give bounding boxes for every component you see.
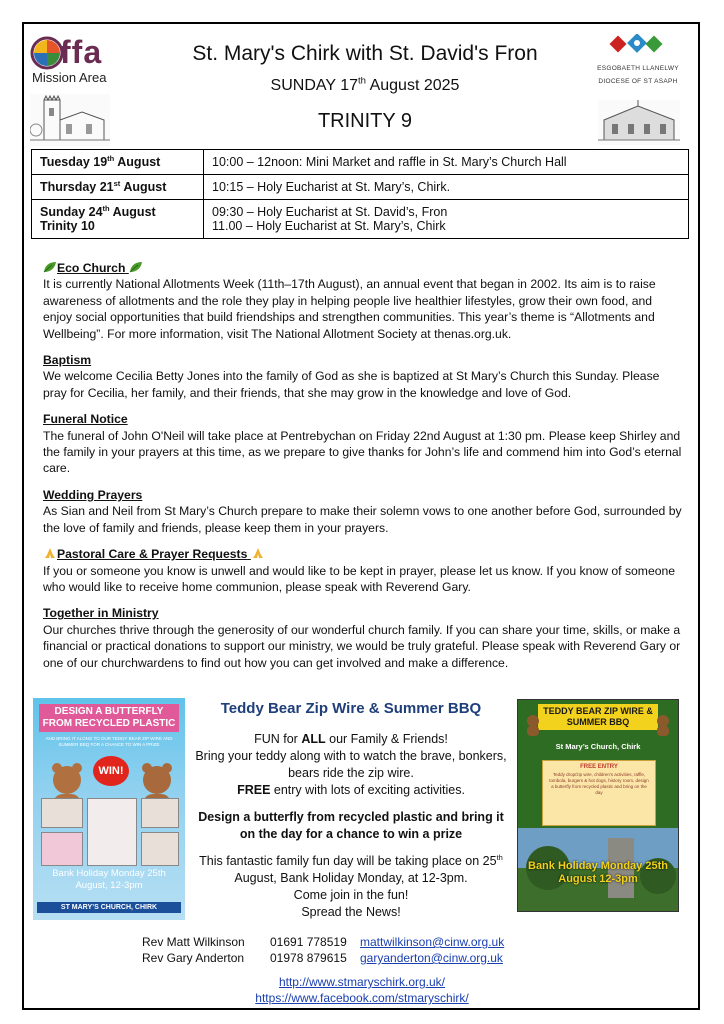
praying-hands-icon: [43, 547, 57, 559]
event-details: This fantastic family fun day will be taking place on 25th August, Bank Holiday Monday, at 12-3pm. Come join in the fun! Spread the News!: [199, 852, 503, 919]
poster-right-date: Bank Holiday Monday 25th August 12-3pm: [528, 860, 668, 885]
schedule-day: Thursday 21st August: [32, 175, 204, 200]
event-title: Teddy Bear Zip Wire & Summer BBQ: [220, 700, 482, 717]
liturgical-week: TRINITY 9: [317, 110, 413, 132]
schedule-table: [31, 149, 689, 239]
offa-logo-text: ffa: [60, 34, 103, 70]
section-heading: Wedding Prayers: [43, 487, 143, 502]
section-text: We welcome Cecilia Betty Jones into the family of God as she is baptized at St Mary’s Church this Sunday. Please pray for Cecilia, her family, and their friends, that she may grow in the knowledge and love of God.: [43, 369, 660, 400]
leaf-icon: [43, 261, 57, 273]
section-text: The funeral of John O'Neil will take place at Pentrebychan on Friday 22nd August at 1:30 pm. Please keep Shirley and the family in your prayers at this time, as we prepare to give thanks for John’s life and commend him into God’s eternal care.: [43, 428, 682, 476]
teddy-bear-icon: [654, 714, 672, 736]
schedule-events: [204, 150, 689, 175]
butterfly-competition-poster: [33, 698, 185, 920]
win-badge: WIN!: [93, 756, 129, 786]
st-davids-church-sketch: [598, 100, 680, 145]
poster-left-subtext: AND BRING IT ALONG TO OUR TEDDY BEAR ZIP WIRE AND SUMMER BBQ FOR A CHANCE TO WIN A PRIZE: [45, 736, 173, 747]
ticket-title: FREE ENTRY: [580, 764, 618, 770]
section-heading: Baptism: [43, 353, 92, 368]
diocese-emblem: [608, 34, 668, 60]
butterfly-competition-text: Design a butterfly from recycled plastic and bring it on the day for a chance to win a prize: [198, 810, 504, 841]
website-links: [0, 974, 724, 1006]
schedule-event: 09:30 – Holy Eucharist at St. David’s, Fron: [212, 205, 448, 219]
schedule-day-note: Trinity 10: [40, 219, 95, 233]
zip-wire-poster: [517, 699, 679, 912]
section-heading: Together in Ministry: [43, 606, 159, 621]
schedule-event: 11.00 – Holy Eucharist at St. Mary’s, Chirk: [212, 219, 446, 233]
contact-email-link[interactable]: mattwilkinson@cinw.org.uk: [360, 935, 505, 949]
butterfly-craft-images: [41, 798, 177, 866]
diocese-name-english: DIOCESE OF ST ASAPH: [598, 78, 678, 85]
contact-phone: 01978 879615: [270, 951, 347, 965]
facebook-link[interactable]: https://www.facebook.com/stmaryschirk/: [255, 991, 469, 1005]
section-text: If you or someone you know is unwell and would like to be kept in prayer, please let us know. If you know of someone who would like to receive home communion, please speak with Reverend Gary.: [43, 563, 676, 594]
diocese-name-welsh: ESGOBAETH LLANELWY: [597, 65, 679, 72]
schedule-events: [204, 200, 689, 239]
offa-logo-subtitle: Mission Area: [32, 70, 107, 85]
poster-left-venue: ST MARY’S CHURCH, CHIRK: [37, 902, 181, 913]
section-heading: Eco Church: [43, 260, 683, 276]
contact-name: Rev Matt Wilkinson: [142, 935, 245, 949]
free-entry-ticket: [542, 760, 656, 826]
clergy-contacts: [142, 934, 504, 966]
contact-name: Rev Gary Anderton: [142, 951, 245, 965]
poster-left-date: Bank Holiday Monday 25th August, 12-3pm: [52, 868, 166, 891]
schedule-day: Tuesday 19th August: [32, 150, 204, 175]
poster-left-headline: DESIGN A BUTTERFLY FROM RECYCLED PLASTIC: [39, 704, 179, 732]
section-heading: Pastoral Care & Prayer Requests: [43, 546, 683, 562]
ticket-text: Teddy drop/zip wire, children's activities, raffle, tombola, burgers & hot dogs, history room, design a butterfly from recycled plastic and bring on the day: [549, 772, 649, 795]
schedule-event: 10:15 – Holy Eucharist at St. Mary’s, Chirk.: [212, 180, 451, 194]
st-marys-church-sketch: [30, 94, 110, 146]
schedule-events: [204, 175, 689, 200]
service-date: SUNDAY 17th August 2025: [270, 75, 460, 94]
section-heading: Funeral Notice: [43, 412, 128, 427]
event-description: FUN for ALL our Family & Friends! Bring your teddy along with to watch the brave, bonkers, bears ride the zip wire. FREE entry with lots of exciting activities.: [195, 732, 507, 797]
schedule-row: [32, 150, 689, 175]
zip-wire-announcement: [192, 700, 510, 927]
poster-right-headline: TEDDY BEAR ZIP WIRE & SUMMER BBQ: [538, 704, 658, 730]
contact-row: [142, 934, 504, 950]
contact-row: [142, 950, 504, 966]
contact-email-link[interactable]: garyanderton@cinw.org.uk: [360, 951, 503, 965]
teddy-bear-icon: [524, 714, 542, 736]
leaf-icon: [129, 261, 143, 273]
poster-right-venue: St Mary’s Church, Chirk: [555, 742, 641, 751]
section-text: As Sian and Neil from St Mary’s Church prepare to make their solemn vows to one another before God, surrounded by the love of family and friends, please keep them in your prayers.: [43, 504, 682, 535]
section-text: It is currently National Allotments Week (11th–17th August), an annual event that began in 2002. Its aim is to raise awareness of allotments and the role they play in helping people live healthier lifestyles, grow their own food, and enjoy social opportunities that build friendships and strengthen communities. This year’s theme is “Allotments and Wellbeing”. For more information, visit The National Allotment Society at thenas.org.uk.: [43, 277, 656, 341]
schedule-row: [32, 200, 689, 239]
contact-phone: 01691 778519: [270, 935, 347, 949]
schedule-day: Sunday 24th August Trinity 10: [32, 200, 204, 239]
notices: [43, 260, 683, 681]
schedule-row: [32, 175, 689, 200]
offa-logo-mark: [30, 36, 64, 70]
praying-hands-icon: [251, 547, 265, 559]
diocese-logo: [596, 34, 680, 94]
schedule-event: 10:00 – 12noon: Mini Market and raffle in St. Mary’s Church Hall: [212, 155, 567, 169]
section-text: Our churches thrive through the generosity of our wonderful church family. If you can share your time, skills, or make a financial or practical donations to support our ministry, we would be truly grateful. Please speak with Reverend Gary or one of our churchwardens to find out how you can get involved and make a difference.: [43, 622, 681, 670]
website-link[interactable]: http://www.stmaryschirk.org.uk/: [278, 975, 446, 989]
page-title: St. Mary's Chirk with St. David's Fron: [192, 42, 538, 65]
